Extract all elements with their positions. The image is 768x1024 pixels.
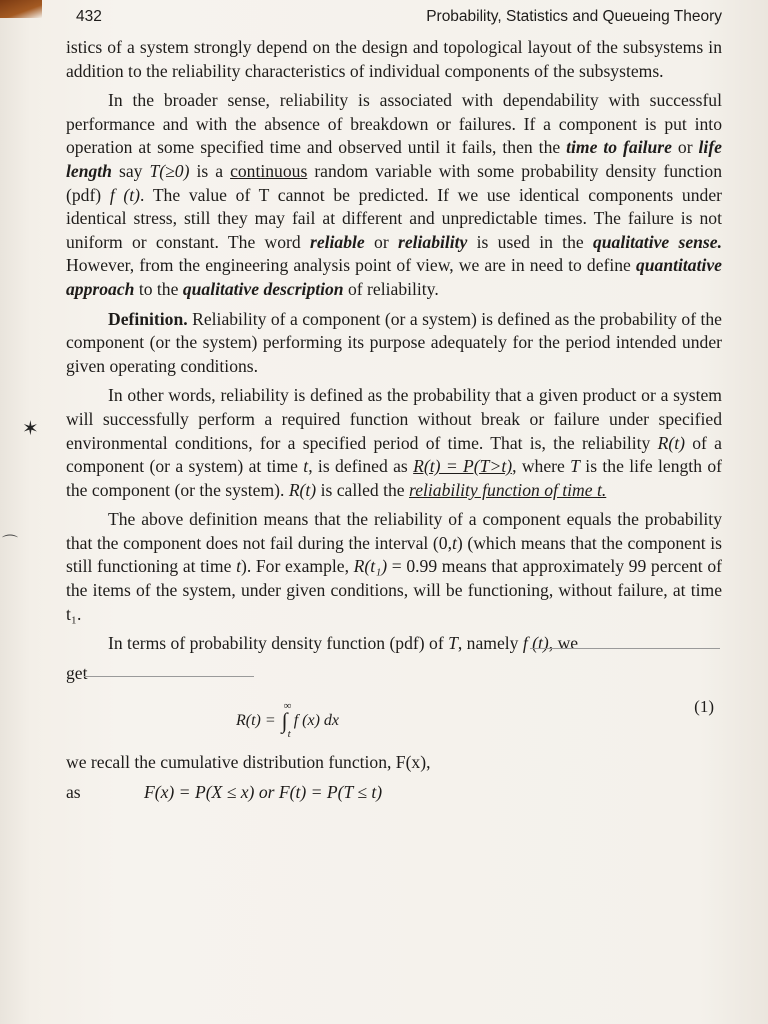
integral-upper-limit: ∞ — [283, 700, 292, 713]
word-as: as — [66, 782, 81, 803]
word-get: get — [66, 662, 88, 683]
paragraph-pdf-terms: In terms of probability density function (pdf) of T, namely f (t), we — [108, 633, 579, 654]
running-head: Probability, Statistics and Queueing Theory — [426, 8, 722, 25]
integral-sign: ∫ ∞ t — [282, 709, 288, 733]
page-header — [68, 8, 722, 34]
pencil-underline — [530, 648, 720, 649]
pencil-underline — [84, 676, 254, 677]
equation-1-integrand: f (x) dx — [293, 712, 340, 730]
paragraph-continued: istics of a system strongly depend on the design and topological layout of the subsystems in addition to the reliability characteristics of individual components of the subsystems. — [66, 37, 722, 81]
equation-1-lhs: R(t) = — [236, 712, 276, 730]
equation-1 — [66, 691, 722, 751]
margin-star-mark: ✶ — [22, 416, 39, 440]
page-number: 432 — [76, 8, 102, 25]
equation-1-body — [236, 700, 340, 741]
cdf-sentence: we recall the cumulative distribution function, F(x), — [66, 752, 431, 773]
cdf-formula-row — [66, 781, 722, 807]
page-corner-shadow — [0, 0, 42, 18]
paragraph-definition: Definition. Reliability of a component (or a system) is defined as the probability of the component (or the system) performing its purpose adequately for the period intended under given operating conditions. — [66, 308, 722, 376]
margin-pencil-mark: ⌒ — [2, 533, 19, 552]
definition-label: Definition. — [108, 308, 188, 329]
paragraph-definition-meaning: The above definition means that the reliability of a component equals the probability that the component does not fail during the interval (0,t) (which means that the component is still functioning at time t). For example, R(t₁) = 0.99 means that approximately 99 percent of the items of the system, under given conditions, will be functioning, without failure, at time t₁. — [66, 509, 723, 624]
paragraph-reliability-sense: In the broader sense, reliability is associated with dependability with successful performance and with the absence of breakdown or failures. If a component is put into operation at some specified time and observed until it fails, then the time to failure or life length say T(≥0) is a continuous random variable with some probability density function (pdf) f (t). The value of T cannot be predicted. If we use identical components under identical stress, still they may fail at different and unpredictable times. The failure is not uniform or constant. The word reliable or reliability is used in the qualitative sense. However, from the engineering analysis point of view, we are in need to define quantitative approach to the qualitative description of reliability. — [66, 90, 722, 299]
equation-1-number: (1) — [694, 697, 714, 717]
cdf-formula: F(x) = P(X ≤ x) or F(t) = P(T ≤ t) — [144, 782, 383, 803]
integral-lower-limit: t — [287, 728, 291, 741]
body-text — [66, 36, 722, 807]
paragraph-other-words: In other words, reliability is defined as the probability that a given product or a system will successfully perform a required function without break or failure under specified environmental conditions, for a specified period of time. That is, the reliability R(t) of a component (or a system) at time t, is defined as R(t) = P(T>t), where T is the life length of the component (or the system). R(t) is called the reliability function of time t. — [66, 385, 722, 500]
